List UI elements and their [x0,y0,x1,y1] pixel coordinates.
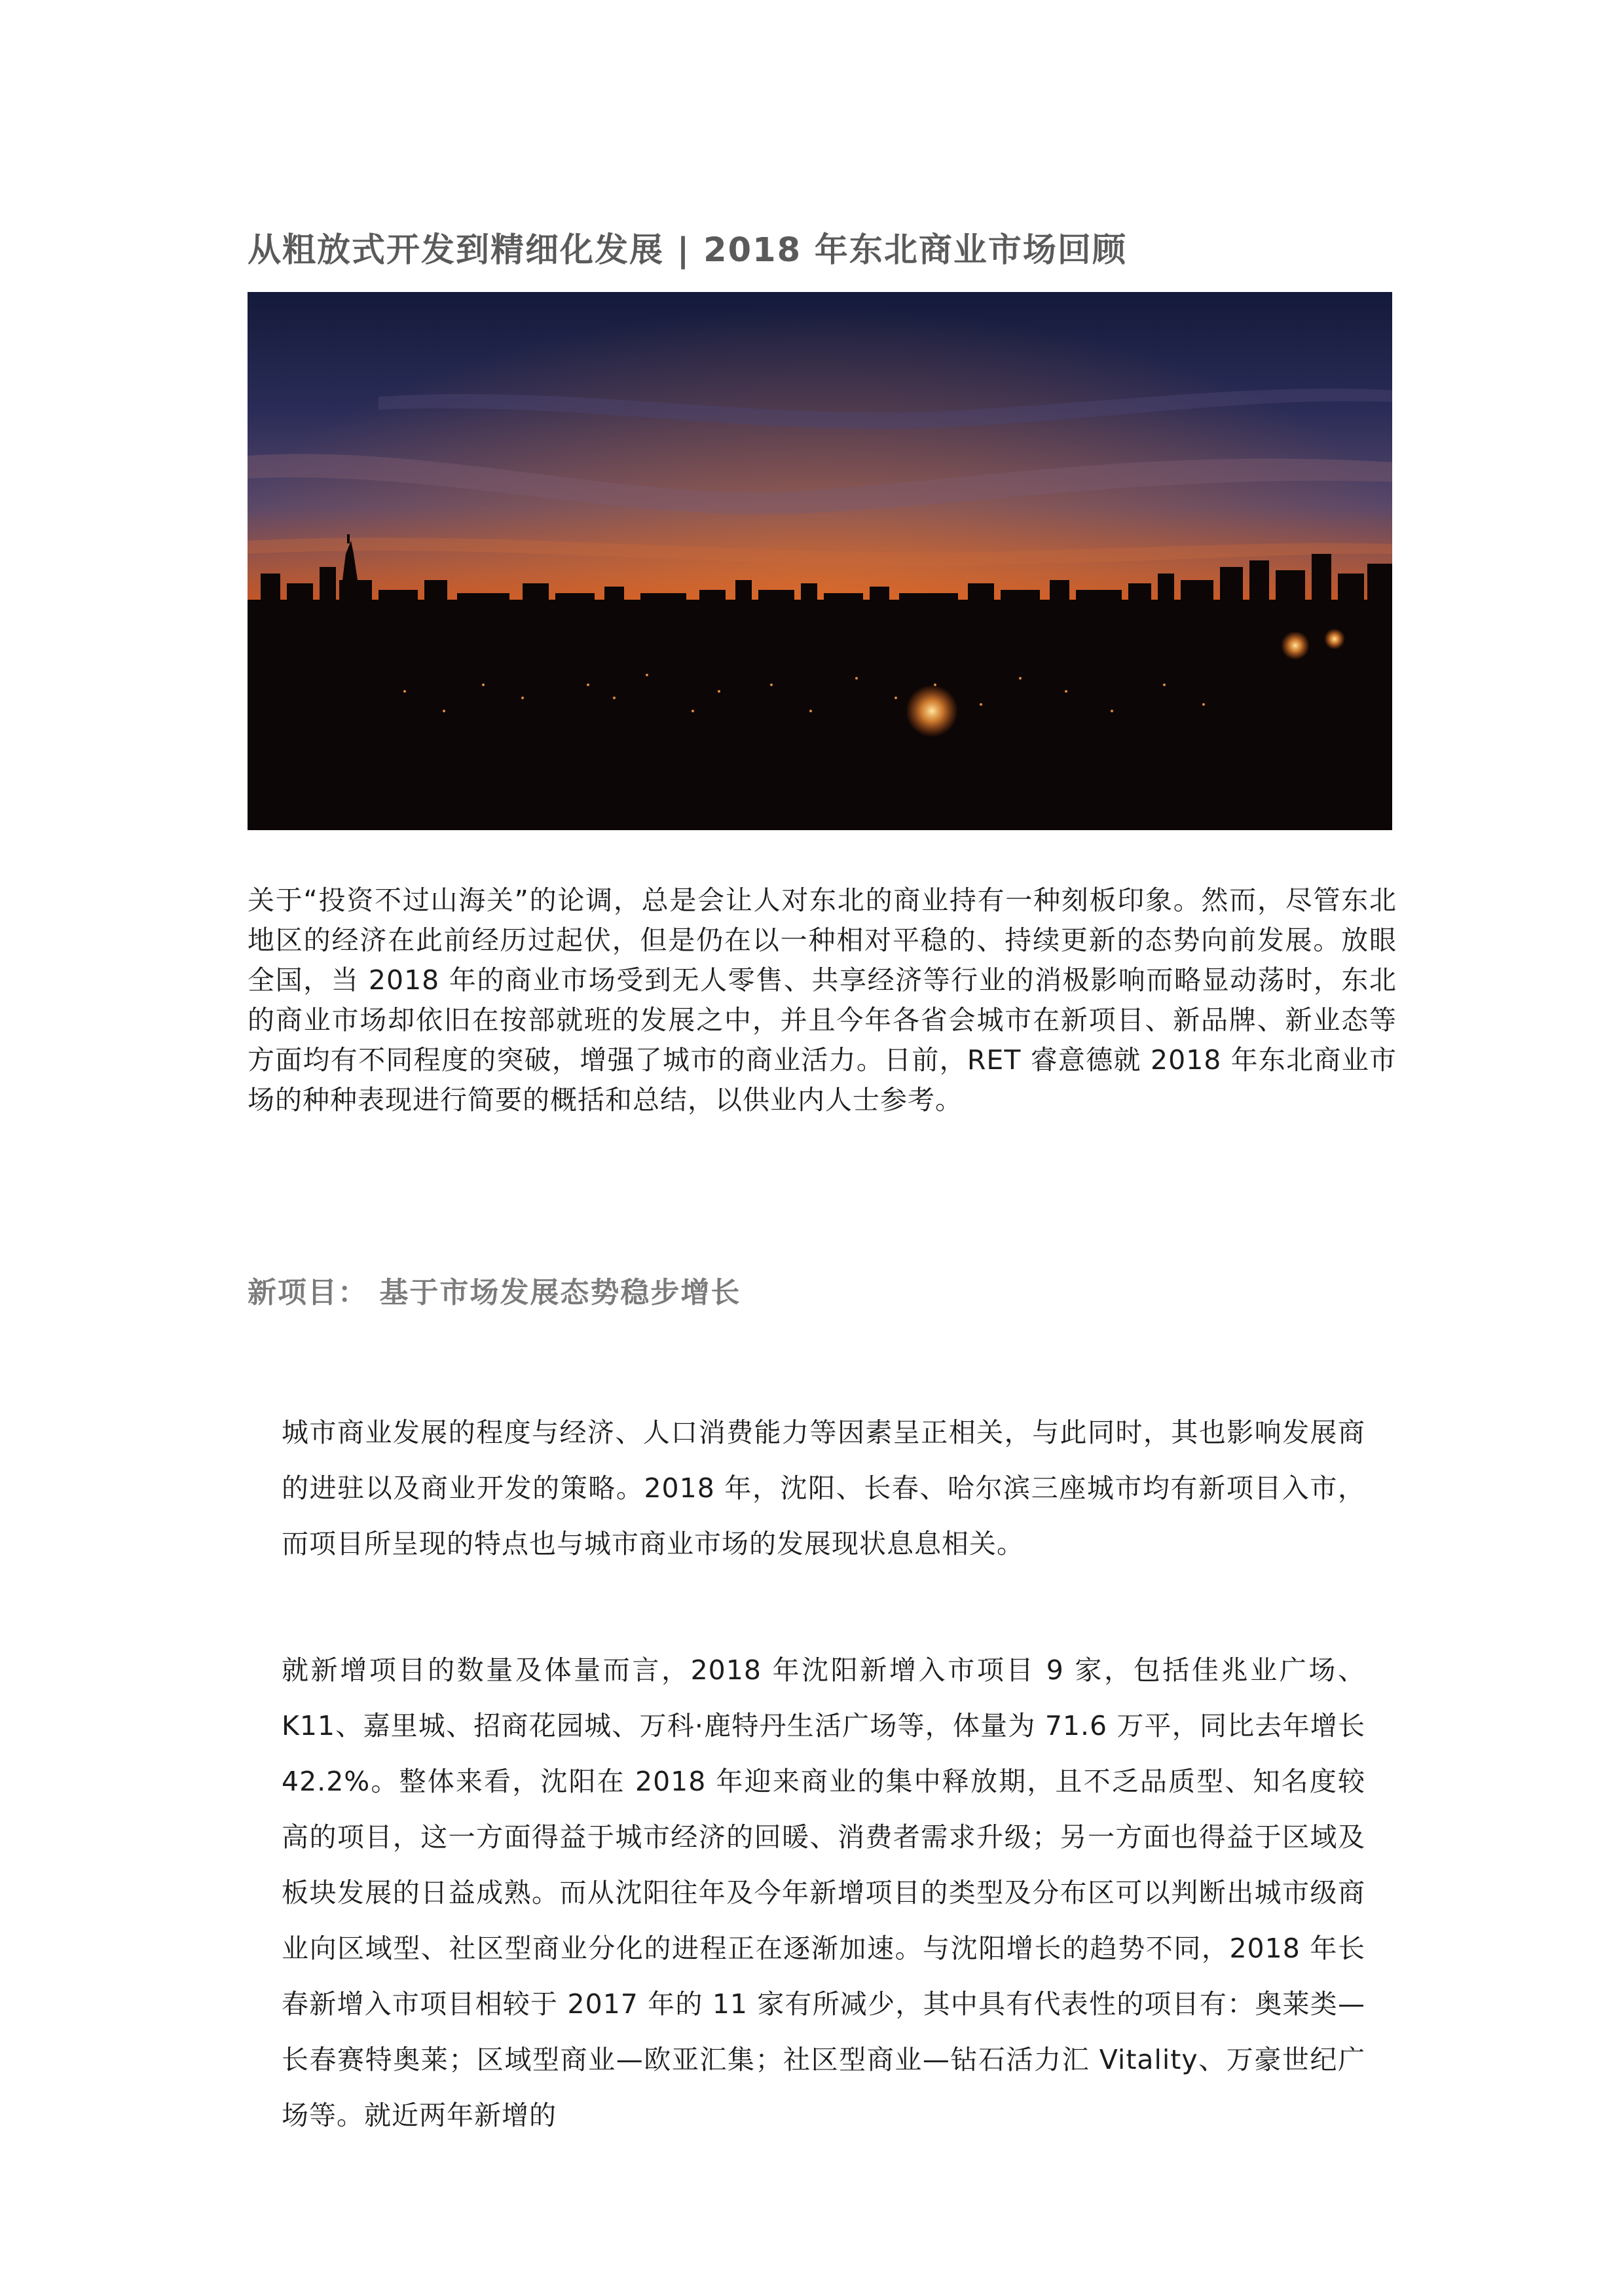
body-paragraph: 城市商业发展的程度与经济、人口消费能力等因素呈正相关，与此同时，其也影响发展商的进驻以及商业开发的策略。2018 年，沈阳、长春、哈尔滨三座城市均有新项目入市，而项目所呈现的特点也与城市商业市场的发展现状息息相关。 [282,1417,1365,1559]
body-paragraph: 就新增项目的数量及体量而言，2018 年沈阳新增入市项目 9 家，包括佳兆业广场、K11、嘉里城、招商花园城、万科·鹿特丹生活广场等，体量为 71.6 万平，同比去年增长 42.2%。整体来看，沈阳在 2018 年迎来商业的集中释放期，且不乏品质型、知名度较高的项目，这一方面得益于城市经济的回暖、消费者需求升级；另一方面也得益于区域及板块发展的日益成熟。而从沈阳往年及今年新增项目的类型及分布区可以判断出城市级商业向区域型、社区型商业分化的进程正在逐渐加速。与沈阳增长的趋势不同，2018 年长春新增入市项目相较于 2017 年的 11 家有所减少，其中具有代表性的项目有：奥莱类—长春赛特奥莱；区域型商业—欧亚汇集；社区型商业—钻石活力汇 Vitality、万豪世纪广场等。就近两年新增的 [282,1654,1365,2131]
skyline-illustration [248,292,1392,830]
page-title: 从粗放式开发到精细化发展 | 2018 年东北商业市场回顾 [248,231,1127,270]
city-skyline-sunset-image [248,292,1392,830]
intro-text: 关于“投资不过山海关”的论调，总是会让人对东北的商业持有一种刻板印象。然而，尽管东北地区的经济在此前经历过起伏，但是仍在以一种相对平稳的、持续更新的态势向前发展。放眼全国，当 2018 年的商业市场受到无人零售、共享经济等行业的消极影响而略显动荡时，东北的商业市场却依旧在按部就班的发展之中，并且今年各省会城市在新项目、新品牌、新业态等方面均有不同程度的突破，增强了城市的商业活力。日前，RET 睿意德就 2018 年东北商业市场的种种表现进行简要的概括和总结，以供业内人士参考。 [248,884,1397,1116]
intro-paragraph [248,881,1397,1120]
section-heading: 新项目： 基于市场发展态势稳步增长 [248,1275,741,1309]
